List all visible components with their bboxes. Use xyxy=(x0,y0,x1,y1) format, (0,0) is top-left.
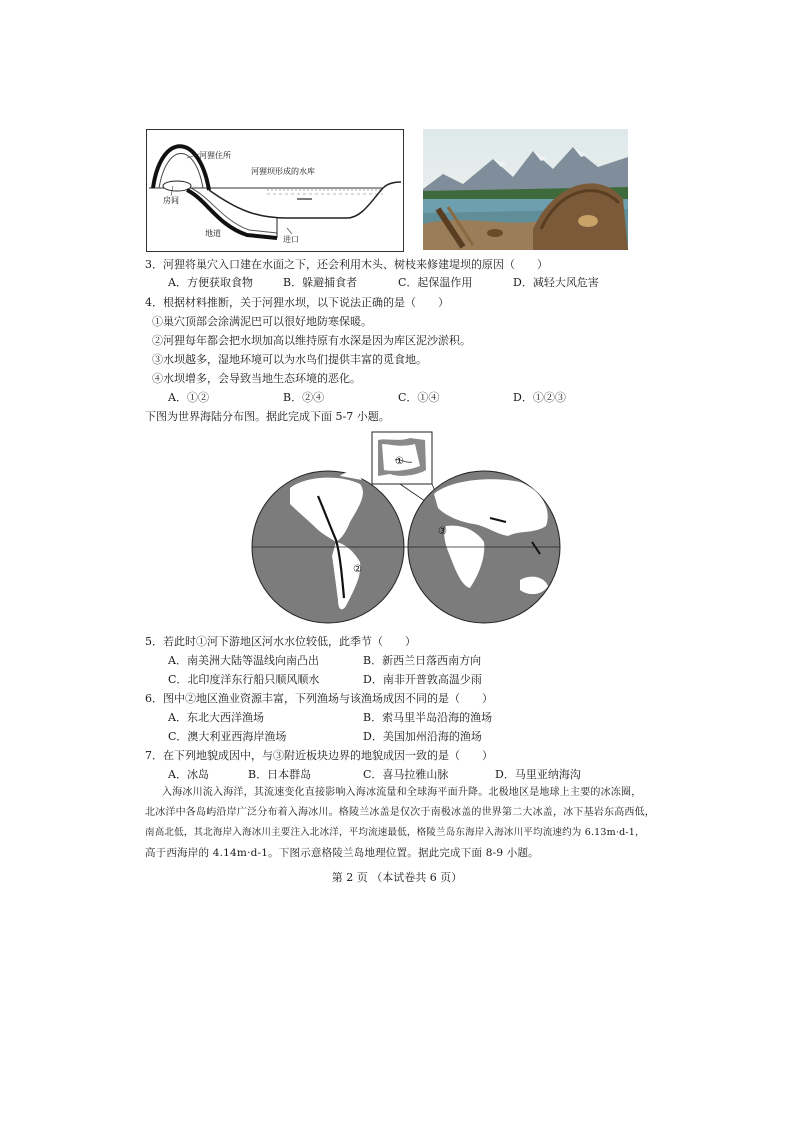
q6-stem: 6．图中②地区渔业资源丰富，下列渔场与该渔场成因不同的是（ ） xyxy=(145,692,493,705)
beaver-lodge-diagram xyxy=(146,129,404,252)
q6-option-b: B．索马里半岛沿海的渔场 xyxy=(363,711,493,724)
q7-option-b: B．日本群岛 xyxy=(248,768,312,781)
label-entrance: 进口 xyxy=(283,235,299,244)
map-intro: 下图为世界海陆分布图。据此完成下面 5-7 小题。 xyxy=(145,410,390,423)
q4-statement-4: ④水坝增多，会导致当地生态环境的恶化。 xyxy=(152,372,361,385)
q3-option-b: B．躲避捕食者 xyxy=(283,276,358,289)
q5-option-c: C．北印度洋东行船只顺风顺水 xyxy=(168,673,320,686)
q4-option-b: B．②④ xyxy=(283,391,325,404)
lodge-cross-section xyxy=(147,130,403,251)
q5-option-d: D．南非开普敦高温少雨 xyxy=(363,673,482,686)
q6-option-c: C．澳大利亚西海岸渔场 xyxy=(168,730,287,743)
q6-option-a: A．东北大西洋渔场 xyxy=(168,711,264,724)
marker-1: ① xyxy=(395,456,404,467)
q6-option-d: D．美国加州沿海的渔场 xyxy=(363,730,482,743)
q5-option-b: B．新西兰日落西南方向 xyxy=(363,654,482,667)
q4-option-d: D．①②③ xyxy=(513,391,566,404)
passage-line-1: 入海冰川流入海洋，其流速变化直接影响入海冰流量和全球海平面升降。北极地区是地球上主要的冰冻圈， xyxy=(162,787,642,798)
label-room: 房间 xyxy=(163,196,179,205)
q3-option-a: A．方便获取食物 xyxy=(168,276,253,289)
q3-stem: 3．河狸将巢穴入口建在水面之下，还会利用木头、树枝来修建堤坝的原因（ ） xyxy=(145,258,548,271)
beaver-habitat-illustration xyxy=(423,129,628,250)
q4-stem: 4．根据材料推断，关于河狸水坝，以下说法正确的是（ ） xyxy=(145,296,449,309)
passage-line-4: 高于西海岸的 4.14m·d-1。下图示意格陵兰岛地理位置。据此完成下面 8-9 小题。 xyxy=(145,847,539,859)
q3-option-c: C．起保温作用 xyxy=(398,276,473,289)
q4-option-a: A．①② xyxy=(168,391,209,404)
passage-line-2: 北冰洋中各岛屿沿岸广泛分布着入海冰川。格陵兰冰盖是仅次于南极冰盖的世界第二大冰盖，冰下基岩东高西低， xyxy=(145,807,655,818)
q5-stem: 5．若此时①河下游地区河水水位较低，此季节（ ） xyxy=(145,635,416,648)
world-map-figure xyxy=(250,430,562,626)
label-tunnel: 地道 xyxy=(205,229,221,238)
q4-statement-2: ②河狸每年都会把水坝加高以维持原有水深是因为库区泥沙淤积。 xyxy=(152,334,471,347)
q4-option-c: C．①④ xyxy=(398,391,440,404)
label-lodge: 河狸住所 xyxy=(199,151,231,160)
label-reservoir: 河狸坝形成的水库 xyxy=(251,167,315,176)
passage-line-3: 南高北低，其北海岸入海冰川主要注入北冰洋，平均流速最低，格陵兰岛东海岸入海冰川平均流速约为 6.13m·d-1， xyxy=(145,827,645,838)
q4-statement-3: ③水坝越多，湿地环境可以为水鸟们提供丰富的觅食地。 xyxy=(152,353,427,366)
q3-option-d: D．减轻大风危害 xyxy=(513,276,599,289)
q4-statement-1: ①巢穴顶部会涂满泥巴可以很好地防寒保暖。 xyxy=(152,315,372,328)
marker-3: ③ xyxy=(438,526,447,537)
marker-2: ② xyxy=(353,564,362,575)
q7-option-c: C．喜马拉雅山脉 xyxy=(363,768,449,781)
q7-stem: 7．在下列地貌成因中，与③附近板块边界的地貌成因一致的是（ ） xyxy=(145,749,493,762)
page-footer: 第 2 页 （本试卷共 6 页） xyxy=(331,871,463,884)
q7-option-a: A．冰岛 xyxy=(168,768,209,781)
q7-option-d: D．马里亚纳海沟 xyxy=(495,768,581,781)
q5-option-a: A．南美洲大陆等温线向南凸出 xyxy=(168,654,319,667)
